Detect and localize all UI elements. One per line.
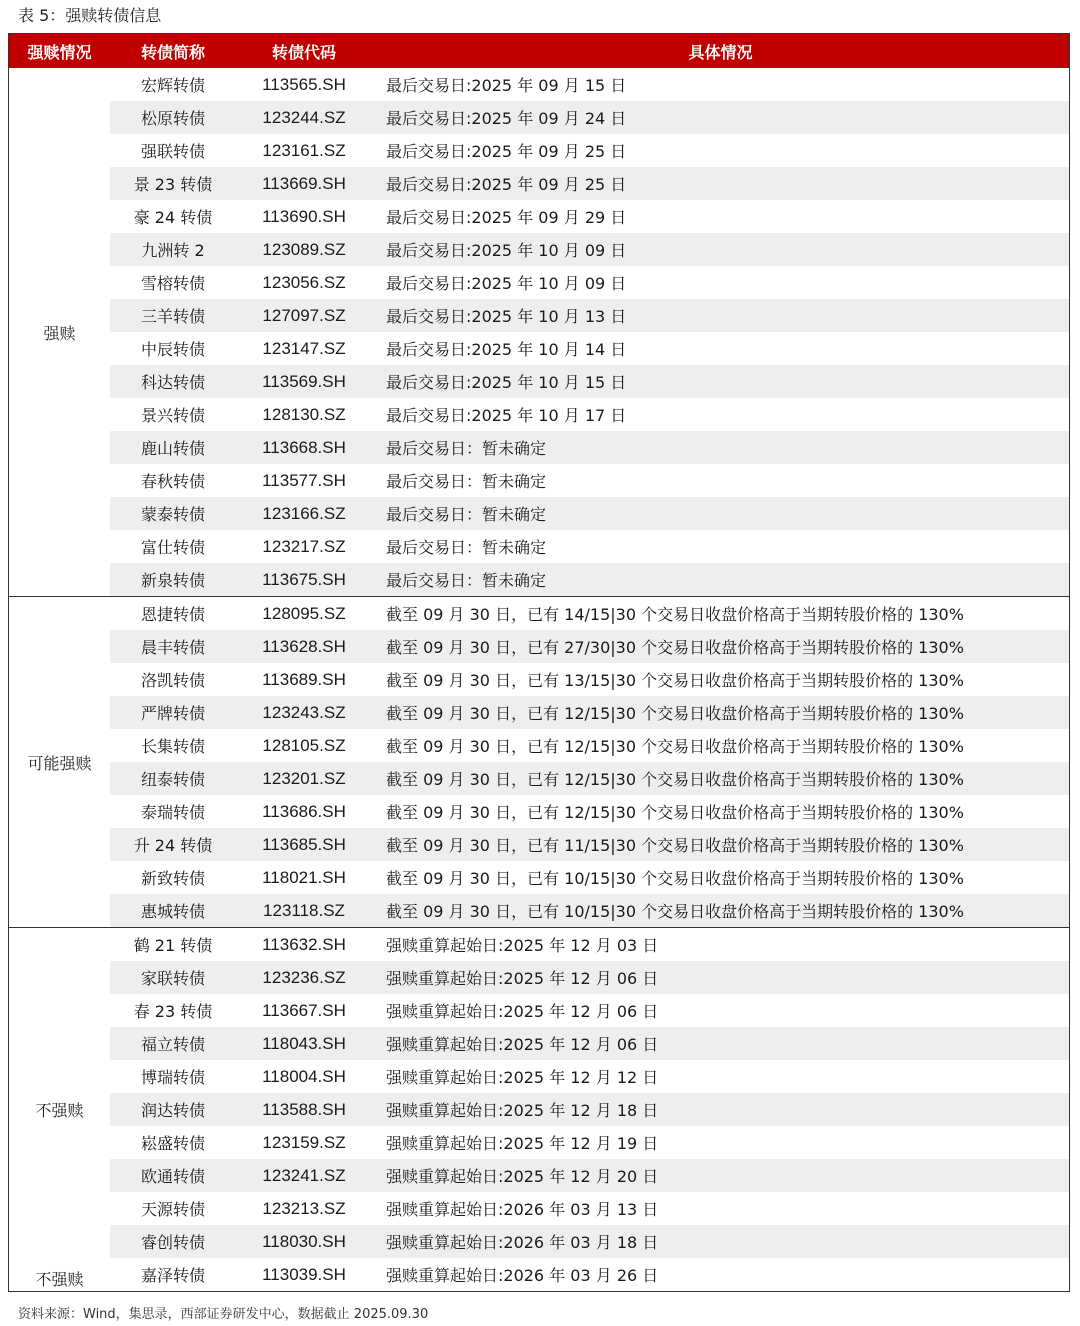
bond-name-cell: 鹤 21 转债 — [133, 936, 213, 955]
bond-code-cell: 113685.SH — [262, 834, 346, 854]
convertible-bond-table — [8, 33, 1070, 1292]
bond-code-cell: 113668.SH — [262, 437, 346, 457]
bond-code-cell: 123201.SZ — [262, 768, 346, 788]
table-row — [110, 497, 1069, 530]
bond-code-cell: 123159.SZ — [262, 1132, 346, 1152]
bond-name-cell: 宏辉转债 — [140, 76, 205, 95]
bond-name-cell: 中辰转债 — [140, 340, 205, 359]
detail-cell: 强赎重算起始日:2025 年 12 月 06 日 — [386, 1002, 659, 1021]
bond-name-cell: 富仕转债 — [140, 538, 205, 557]
source-footnote: 资料来源：Wind，集思录，西部证券研发中心，数据截止 2025.09.30 — [18, 1307, 429, 1322]
table-row — [110, 101, 1069, 134]
bond-name-cell: 嘉泽转债 — [140, 1266, 205, 1285]
bond-code-cell: 113632.SH — [262, 934, 346, 954]
detail-cell: 最后交易日：暂未确定 — [386, 538, 547, 557]
table-row — [110, 134, 1069, 167]
bond-code-cell: 113039.SH — [262, 1264, 346, 1284]
bond-code-cell: 113628.SH — [262, 636, 346, 656]
detail-cell: 最后交易日:2025 年 09 月 29 日 — [386, 208, 627, 227]
bond-code-cell: 123244.SZ — [262, 107, 346, 127]
bond-code-cell: 113565.SH — [262, 74, 346, 94]
bond-code-cell: 123147.SZ — [262, 338, 346, 358]
bond-name-cell: 福立转债 — [140, 1035, 205, 1054]
detail-cell: 强赎重算起始日:2025 年 12 月 06 日 — [386, 969, 659, 988]
detail-cell: 强赎重算起始日:2026 年 03 月 18 日 — [386, 1233, 659, 1252]
table-row — [110, 365, 1069, 398]
table-row — [110, 828, 1069, 861]
bond-code-cell: 123089.SZ — [262, 239, 346, 259]
bond-code-cell: 113686.SH — [262, 801, 346, 821]
detail-cell: 最后交易日：暂未确定 — [386, 571, 547, 590]
table-body — [9, 68, 1069, 1291]
bond-name-cell: 松原转债 — [140, 109, 205, 128]
table-row — [110, 332, 1069, 365]
table-row — [110, 1159, 1069, 1192]
detail-cell: 强赎重算起始日:2025 年 12 月 18 日 — [386, 1101, 659, 1120]
bond-code-cell: 123236.SZ — [262, 967, 346, 987]
bond-name-cell: 洛凯转债 — [140, 671, 205, 690]
table-row — [110, 597, 1069, 630]
detail-cell: 最后交易日：暂未确定 — [386, 472, 547, 491]
bond-name-cell: 润达转债 — [140, 1101, 205, 1120]
detail-cell: 最后交易日:2025 年 09 月 15 日 — [386, 76, 627, 95]
bond-code-cell: 113577.SH — [262, 470, 346, 490]
bond-code-cell: 128130.SZ — [262, 404, 346, 424]
bond-name-cell: 豪 24 转债 — [133, 208, 213, 227]
bond-code-cell: 123161.SZ — [262, 140, 346, 160]
group-label-text: 可能强赎 — [27, 753, 92, 773]
detail-cell: 截至 09 月 30 日，已有 12/15|30 个交易日收盘价格高于当期转股价格的 130% — [386, 803, 964, 822]
bond-name-cell: 三羊转债 — [140, 307, 205, 326]
header-details: 具体情况 — [688, 42, 753, 62]
bond-name-cell: 春秋转债 — [140, 472, 205, 491]
group-label-text: 强赎 — [43, 323, 76, 343]
detail-cell: 最后交易日：暂未确定 — [386, 439, 547, 458]
table-row — [110, 861, 1069, 894]
table-row — [110, 894, 1069, 927]
bond-name-cell: 恩捷转债 — [140, 605, 205, 624]
table-row — [110, 563, 1069, 596]
detail-cell: 截至 09 月 30 日，已有 14/15|30 个交易日收盘价格高于当期转股价格的 130% — [386, 605, 964, 624]
table-row — [110, 464, 1069, 497]
detail-cell: 强赎重算起始日:2026 年 03 月 26 日 — [386, 1266, 659, 1285]
group-label — [9, 68, 110, 596]
bond-name-cell: 泰瑞转债 — [140, 803, 205, 822]
bond-code-cell: 113689.SH — [262, 669, 346, 689]
bond-code-cell: 118021.SH — [262, 867, 346, 887]
detail-cell: 最后交易日:2025 年 10 月 15 日 — [386, 373, 627, 392]
detail-cell: 最后交易日:2025 年 09 月 25 日 — [386, 142, 627, 161]
group-label — [9, 928, 110, 1291]
table-row — [110, 795, 1069, 828]
bond-code-cell: 118043.SH — [262, 1033, 346, 1053]
table-row — [110, 1027, 1069, 1060]
bond-code-cell: 118004.SH — [262, 1066, 346, 1086]
bond-code-cell: 123213.SZ — [262, 1198, 346, 1218]
table-row — [110, 961, 1069, 994]
detail-cell: 最后交易日：暂未确定 — [386, 505, 547, 524]
bond-name-cell: 新致转债 — [140, 869, 205, 888]
detail-cell: 截至 09 月 30 日，已有 12/15|30 个交易日收盘价格高于当期转股价格的 130% — [386, 704, 964, 723]
bond-code-cell: 123056.SZ — [262, 272, 346, 292]
table-row — [110, 762, 1069, 795]
table-row — [110, 928, 1069, 961]
table-row — [110, 1192, 1069, 1225]
detail-cell: 强赎重算起始日:2025 年 12 月 03 日 — [386, 936, 659, 955]
header-bond-code: 转债代码 — [271, 42, 336, 62]
bond-code-cell: 113667.SH — [262, 1000, 346, 1020]
table-caption: 表 5：强赎转债信息 — [18, 6, 162, 25]
bond-name-cell: 家联转债 — [140, 969, 205, 988]
bond-name-cell: 惠城转债 — [140, 902, 205, 921]
bond-code-cell: 123241.SZ — [262, 1165, 346, 1185]
bond-name-cell: 严牌转债 — [140, 704, 205, 723]
bond-name-cell: 升 24 转债 — [133, 836, 213, 855]
row-group — [9, 596, 1069, 927]
row-group — [9, 68, 1069, 596]
detail-cell: 截至 09 月 30 日，已有 12/15|30 个交易日收盘价格高于当期转股价格的 130% — [386, 770, 964, 789]
bond-name-cell: 天源转债 — [140, 1200, 205, 1219]
table-row — [110, 1060, 1069, 1093]
bond-name-cell: 睿创转债 — [140, 1233, 205, 1252]
table-header — [9, 34, 1069, 68]
row-group — [9, 927, 1069, 1291]
bond-code-cell: 123243.SZ — [262, 702, 346, 722]
table-row — [110, 68, 1069, 101]
detail-cell: 截至 09 月 30 日，已有 10/15|30 个交易日收盘价格高于当期转股价格的 130% — [386, 869, 964, 888]
detail-cell: 强赎重算起始日:2025 年 12 月 20 日 — [386, 1167, 659, 1186]
bond-code-cell: 113588.SH — [262, 1099, 346, 1119]
group-label — [9, 597, 110, 927]
bond-name-cell: 博瑞转债 — [140, 1068, 205, 1087]
table-row — [110, 233, 1069, 266]
detail-cell: 强赎重算起始日:2025 年 12 月 06 日 — [386, 1035, 659, 1054]
table-row — [110, 696, 1069, 729]
table-row — [110, 1225, 1069, 1258]
table-row — [110, 663, 1069, 696]
table-row — [110, 530, 1069, 563]
group-label-text: 不强赎 — [35, 1101, 84, 1120]
table-row — [110, 1126, 1069, 1159]
detail-cell: 截至 09 月 30 日，已有 27/30|30 个交易日收盘价格高于当期转股价格的 130% — [386, 638, 964, 657]
detail-cell: 最后交易日:2025 年 10 月 14 日 — [386, 340, 627, 359]
bond-name-cell: 春 23 转债 — [133, 1002, 213, 1021]
bond-name-cell: 鹿山转债 — [140, 439, 205, 458]
header-bond-name: 转债简称 — [140, 42, 205, 62]
bond-name-cell: 崧盛转债 — [140, 1134, 205, 1153]
table-row — [110, 1258, 1069, 1291]
bond-name-cell: 新泉转债 — [140, 571, 205, 590]
bond-name-cell: 景兴转债 — [140, 406, 205, 425]
detail-cell: 最后交易日:2025 年 09 月 25 日 — [386, 175, 627, 194]
detail-cell: 最后交易日:2025 年 10 月 13 日 — [386, 307, 627, 326]
bond-code-cell: 113675.SH — [262, 569, 346, 589]
table-row — [110, 299, 1069, 332]
detail-cell: 截至 09 月 30 日，已有 10/15|30 个交易日收盘价格高于当期转股价格的 130% — [386, 902, 964, 921]
bond-name-cell: 欧通转债 — [140, 1167, 205, 1186]
bond-code-cell: 128105.SZ — [262, 735, 346, 755]
table-row — [110, 994, 1069, 1027]
detail-cell: 最后交易日:2025 年 10 月 09 日 — [386, 274, 627, 293]
bond-name-cell: 蒙泰转债 — [140, 505, 205, 524]
bond-code-cell: 113569.SH — [262, 371, 346, 391]
bond-code-cell: 128095.SZ — [262, 603, 346, 623]
bond-name-cell: 景 23 转债 — [133, 175, 213, 194]
table-row — [110, 167, 1069, 200]
bond-code-cell: 127097.SZ — [262, 305, 346, 325]
detail-cell: 强赎重算起始日:2025 年 12 月 19 日 — [386, 1134, 659, 1153]
table-row — [110, 266, 1069, 299]
table-row — [110, 729, 1069, 762]
table-row — [110, 431, 1069, 464]
bond-name-cell: 雪榕转债 — [140, 274, 205, 293]
bond-code-cell: 123118.SZ — [263, 900, 345, 920]
detail-cell: 强赎重算起始日:2026 年 03 月 13 日 — [386, 1200, 659, 1219]
table-row — [110, 630, 1069, 663]
bond-name-cell: 强联转债 — [140, 142, 205, 161]
last-row-group-label: 不强赎 — [35, 1270, 84, 1289]
table-row — [110, 1093, 1069, 1126]
detail-cell: 截至 09 月 30 日，已有 12/15|30 个交易日收盘价格高于当期转股价格的 130% — [386, 737, 964, 756]
detail-cell: 最后交易日:2025 年 09 月 24 日 — [386, 109, 627, 128]
bond-name-cell: 九洲转 2 — [141, 241, 205, 260]
header-redeem-status: 强赎情况 — [27, 42, 92, 62]
bond-name-cell: 科达转债 — [140, 373, 205, 392]
bond-name-cell: 纽泰转债 — [140, 770, 205, 789]
detail-cell: 截至 09 月 30 日，已有 13/15|30 个交易日收盘价格高于当期转股价格的 130% — [386, 671, 964, 690]
bond-name-cell: 长集转债 — [140, 737, 205, 756]
bond-code-cell: 118030.SH — [262, 1231, 346, 1251]
bond-code-cell: 123217.SZ — [262, 536, 346, 556]
bond-name-cell: 晨丰转债 — [140, 638, 205, 657]
detail-cell: 强赎重算起始日:2025 年 12 月 12 日 — [386, 1068, 659, 1087]
bond-code-cell: 123166.SZ — [262, 503, 346, 523]
detail-cell: 最后交易日:2025 年 10 月 17 日 — [386, 406, 627, 425]
bond-code-cell: 113669.SH — [262, 173, 346, 193]
table-row — [110, 200, 1069, 233]
detail-cell: 截至 09 月 30 日，已有 11/15|30 个交易日收盘价格高于当期转股价格的 130% — [386, 836, 964, 855]
detail-cell: 最后交易日:2025 年 10 月 09 日 — [386, 241, 627, 260]
table-row — [110, 398, 1069, 431]
bond-code-cell: 113690.SH — [262, 206, 346, 226]
